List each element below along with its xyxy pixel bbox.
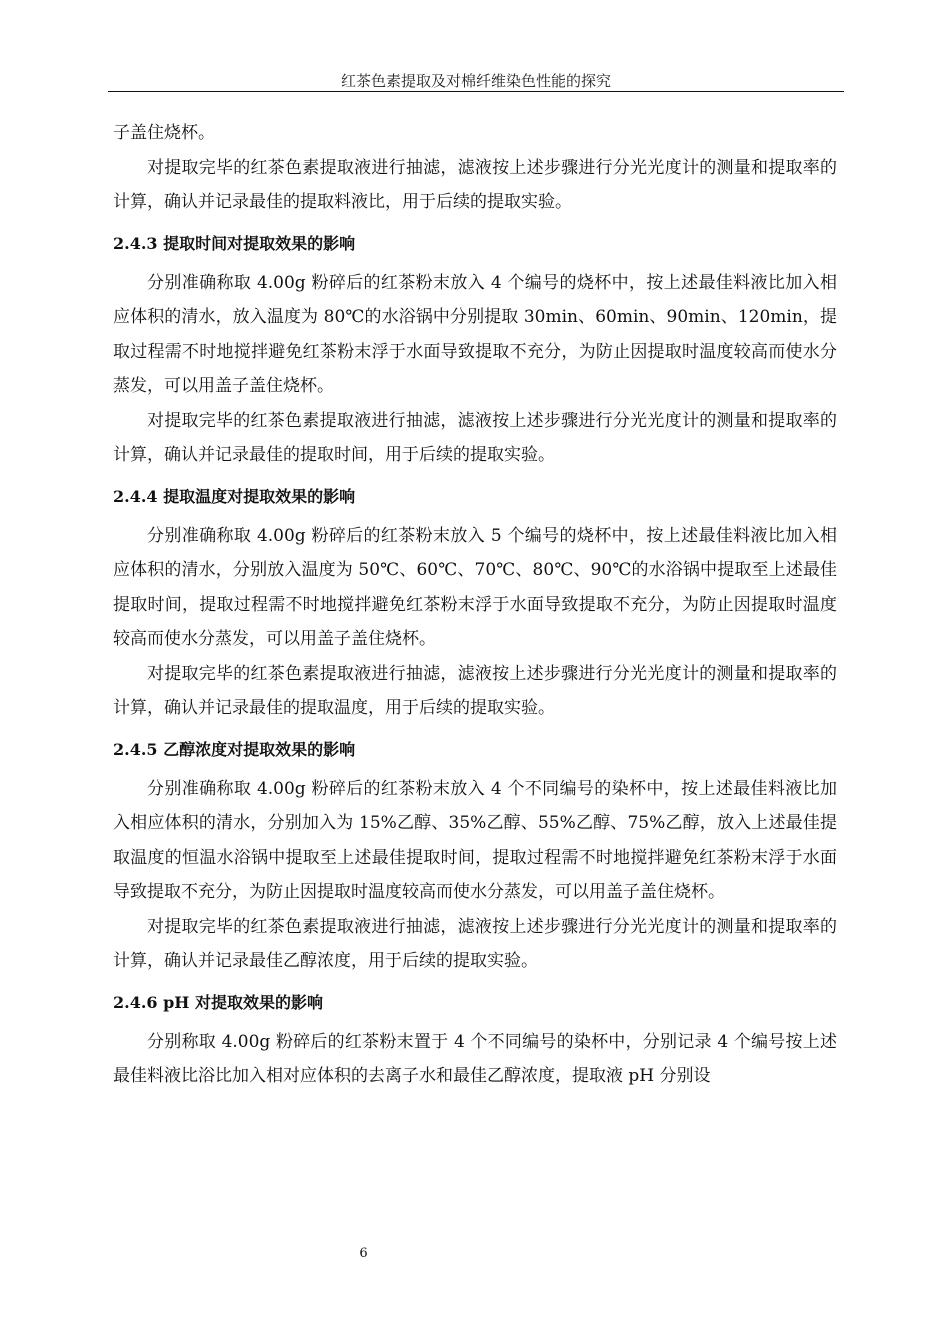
header-rule — [108, 91, 844, 92]
paragraph-ethanol-conclusion: 对提取完毕的红茶色素提取液进行抽滤，滤液按上述步骤进行分光光度计的测量和提取率的计算，确认并记录最佳乙醇浓度，用于后续的提取实验。 — [113, 916, 837, 971]
page-body — [113, 116, 837, 1094]
page-number: 6 — [359, 1246, 368, 1261]
paragraph-time-conclusion: 对提取完毕的红茶色素提取液进行抽滤，滤液按上述步骤进行分光光度计的测量和提取率的计算，确认并记录最佳的提取时间，用于后续的提取实验。 — [113, 410, 837, 465]
section-heading-2-4-5: 2.4.5 乙醇浓度对提取效果的影响 — [113, 739, 356, 759]
paragraph-temperature-conclusion: 对提取完毕的红茶色素提取液进行抽滤，滤液按上述步骤进行分光光度计的测量和提取率的计算，确认并记录最佳的提取温度，用于后续的提取实验。 — [113, 663, 837, 718]
paragraph-ratio-conclusion: 对提取完毕的红茶色素提取液进行抽滤，滤液按上述步骤进行分光光度计的测量和提取率的计算，确认并记录最佳的提取料液比，用于后续的提取实验。 — [113, 157, 837, 212]
paragraph-ph-method: 分别称取 4.00g 粉碎后的红茶粉末置于 4 个不同编号的染杯中，分别记录 4 个编号按上述最佳料液比浴比加入相对应体积的去离子水和最佳乙醇浓度，提取液 pH 分别设 — [113, 1031, 837, 1086]
paragraph-ethanol-method: 分别准确称取 4.00g 粉碎后的红茶粉末放入 4 个不同编号的染杯中，按上述最佳料液比加入相应体积的清水，分别加入为 15%乙醇、35%乙醇、55%乙醇、75%乙醇，放入上述最佳提取温度的恒温水浴锅中提取至上述最佳提取时间，提取过程需不时地搅拌避免红茶粉末浮于水面导致提取不充分，为防止因提取时温度较高而使水分蒸发，可以用盖子盖住烧杯。 — [113, 778, 837, 902]
section-heading-2-4-3: 2.4.3 提取时间对提取效果的影响 — [113, 233, 356, 253]
paragraph-continuation: 子盖住烧杯。 — [113, 123, 215, 143]
paragraph-time-method: 分别准确称取 4.00g 粉碎后的红茶粉末放入 4 个编号的烧杯中，按上述最佳料液比加入相应体积的清水，放入温度为 80℃的水浴锅中分别提取 30min、60min、90min、120min，提取过程需不时地搅拌避免红茶粉末浮于水面导致提取不充分，为防止因提取时温度较高而使水分蒸发，可以用盖子盖住烧杯。 — [113, 272, 837, 396]
section-heading-2-4-6: 2.4.6 pH 对提取效果的影响 — [113, 992, 323, 1012]
section-heading-2-4-4: 2.4.4 提取温度对提取效果的影响 — [113, 486, 356, 506]
running-header: 红茶色素提取及对棉纤维染色性能的探究 — [340, 72, 611, 90]
paragraph-temperature-method: 分别准确称取 4.00g 粉碎后的红茶粉末放入 5 个编号的烧杯中，按上述最佳料液比加入相应体积的清水，分别放入温度为 50℃、60℃、70℃、80℃、90℃的水浴锅中提取至上述最佳提取时间，提取过程需不时地搅拌避免红茶粉末浮于水面导致提取不充分，为防止因提取时温度较高而使水分蒸发，可以用盖子盖住烧杯。 — [113, 525, 837, 649]
